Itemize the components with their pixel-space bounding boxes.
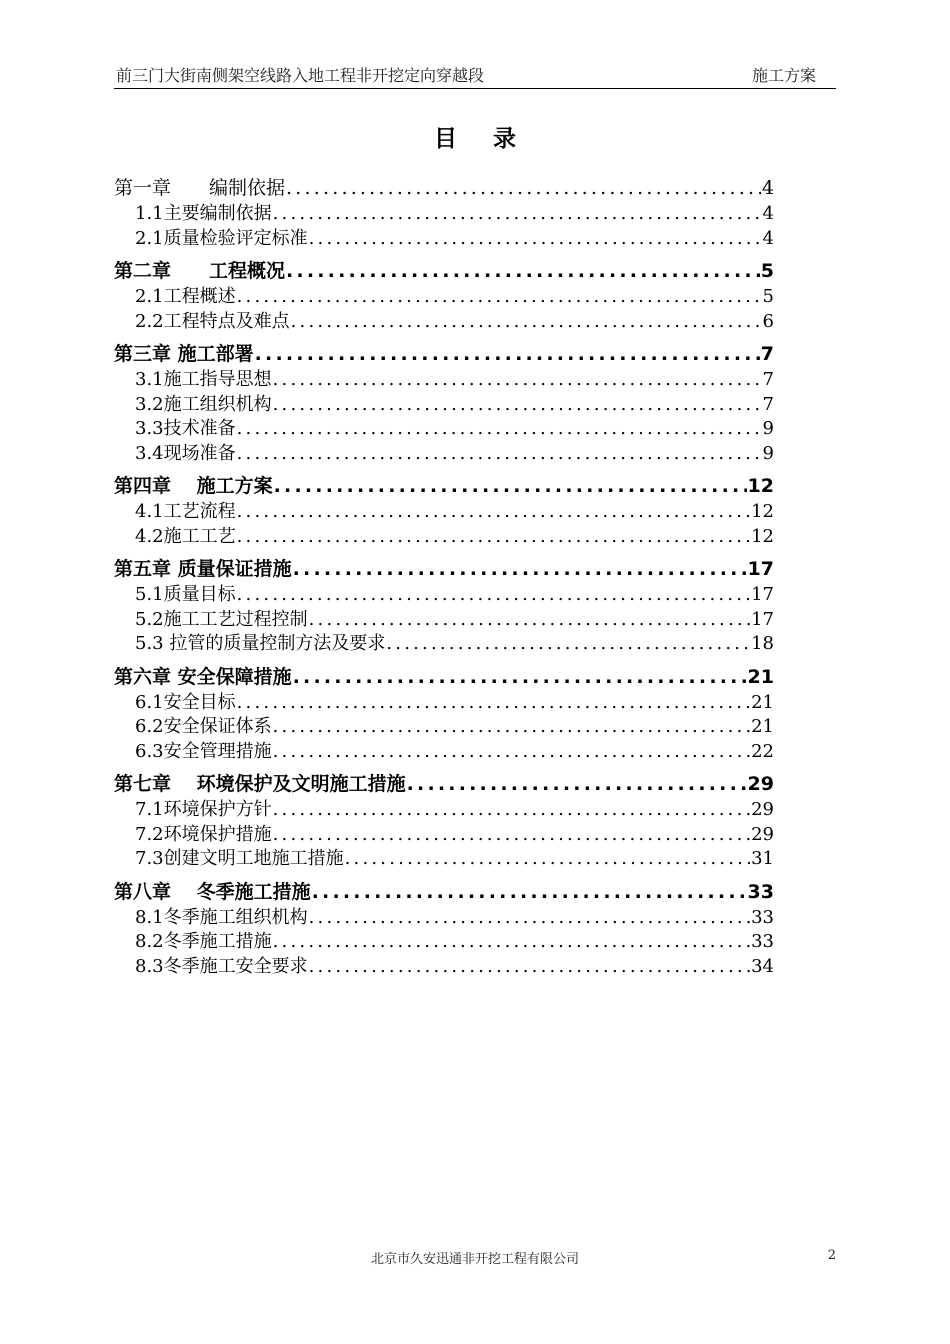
header-project-title: 前三门大街南侧架空线路入地工程非开挖定向穿越段 — [116, 66, 485, 85]
toc-chapter-page: 17 — [747, 558, 774, 580]
toc-section-page: 12 — [751, 501, 774, 522]
toc-section-entry[interactable] — [114, 500, 774, 525]
toc-dot-leader — [407, 770, 747, 798]
toc-chapter-label: 第二章 工程概况 — [114, 260, 286, 282]
toc-dot-leader — [237, 500, 750, 525]
toc-section-page: 18 — [751, 633, 774, 654]
toc-section-label: 4.2施工工艺 — [135, 525, 236, 547]
toc-section-entry[interactable] — [114, 691, 774, 716]
toc-title: 目 录 — [433, 126, 530, 152]
toc-section-entry[interactable] — [114, 608, 774, 633]
toc-chapter-page: 12 — [747, 475, 774, 497]
toc-section-page: 34 — [751, 955, 774, 977]
table-of-contents — [114, 168, 774, 979]
toc-dot-leader — [237, 442, 762, 467]
toc-section-label: 7.2环境保护措施 — [135, 823, 272, 845]
toc-section-page: 9 — [762, 442, 774, 464]
toc-dot-leader — [286, 257, 760, 285]
toc-chapter-entry[interactable] — [114, 878, 774, 906]
toc-section-entry[interactable] — [114, 823, 774, 848]
toc-dot-leader — [293, 663, 747, 691]
toc-chapter-page: 29 — [747, 773, 774, 795]
toc-dot-leader — [237, 525, 750, 550]
toc-chapter-entry[interactable] — [114, 472, 774, 500]
toc-section-label: 8.2冬季施工措施 — [135, 931, 272, 952]
toc-section-page: 4 — [762, 227, 774, 249]
toc-chapter-label: 第六章 安全保障措施 — [114, 665, 292, 688]
footer-company: 北京市久安迅通非开挖工程有限公司 — [370, 1252, 579, 1267]
toc-dot-leader — [237, 583, 750, 608]
toc-section-label: 8.1冬季施工组织机构 — [135, 906, 308, 928]
toc-section-page: 6 — [762, 310, 774, 332]
toc-section-entry[interactable] — [114, 227, 774, 252]
toc-section-label: 5.2施工工艺过程控制 — [135, 608, 308, 630]
toc-chapter-page: 7 — [760, 343, 774, 365]
toc-section-label: 1.1主要编制依据 — [135, 203, 272, 224]
toc-section-label: 3.2施工组织机构 — [135, 393, 272, 415]
toc-section-label: 6.3安全管理措施 — [135, 740, 272, 762]
toc-dot-leader — [255, 340, 760, 368]
toc-section-label: 2.1工程概述 — [135, 286, 236, 307]
toc-section-entry[interactable] — [114, 285, 774, 310]
toc-section-page: 7 — [762, 369, 774, 390]
toc-chapter-label: 第四章 施工方案 — [114, 475, 273, 497]
toc-chapter-label: 第八章 冬季施工措施 — [114, 880, 311, 903]
toc-section-page: 33 — [751, 906, 774, 928]
toc-dot-leader — [309, 906, 750, 931]
toc-section-page: 21 — [751, 716, 774, 737]
toc-section-label: 7.3创建文明工地施工措施 — [135, 848, 344, 869]
header-document-type: 施工方案 — [751, 66, 816, 85]
toc-section-label: 4.1工艺流程 — [135, 501, 236, 522]
toc-section-page: 29 — [751, 823, 774, 845]
footer-page-number: 2 — [827, 1248, 836, 1263]
toc-dot-leader — [273, 823, 750, 848]
toc-dot-leader — [293, 555, 747, 583]
toc-section-label: 2.1质量检验评定标准 — [135, 227, 308, 249]
toc-section-entry[interactable] — [114, 632, 774, 657]
toc-section-page: 29 — [751, 799, 774, 820]
toc-section-label: 5.3 拉管的质量控制方法及要求 — [135, 633, 386, 654]
toc-section-page: 9 — [762, 418, 774, 439]
toc-section-entry[interactable] — [114, 955, 774, 980]
toc-section-label: 3.1施工指导思想 — [135, 369, 272, 390]
toc-chapter-entry[interactable] — [114, 555, 774, 583]
toc-chapter-label: 第七章 环境保护及文明施工措施 — [114, 773, 406, 795]
toc-chapter-entry[interactable] — [114, 340, 774, 368]
toc-dot-leader — [273, 715, 750, 740]
toc-section-entry[interactable] — [114, 906, 774, 931]
toc-dot-leader — [286, 174, 761, 202]
toc-section-entry[interactable] — [114, 715, 774, 740]
toc-section-label: 7.1环境保护方针 — [135, 799, 272, 820]
toc-chapter-entry[interactable] — [114, 174, 774, 202]
toc-dot-leader — [237, 691, 750, 716]
toc-section-entry[interactable] — [114, 417, 774, 442]
toc-section-page: 5 — [762, 286, 774, 307]
toc-dot-leader — [273, 368, 762, 393]
toc-section-page: 22 — [751, 740, 774, 762]
toc-dot-leader — [309, 608, 750, 633]
toc-dot-leader — [237, 417, 762, 442]
toc-dot-leader — [237, 285, 762, 310]
toc-section-entry[interactable] — [114, 393, 774, 418]
toc-dot-leader — [274, 472, 747, 500]
toc-dot-leader — [273, 202, 762, 227]
toc-dot-leader — [309, 227, 762, 252]
toc-chapter-page: 5 — [760, 260, 774, 282]
toc-section-entry[interactable] — [114, 740, 774, 765]
toc-chapter-page: 4 — [761, 177, 774, 199]
toc-section-entry[interactable] — [114, 310, 774, 335]
toc-chapter-label: 第三章 施工部署 — [114, 343, 254, 365]
toc-section-entry[interactable] — [114, 442, 774, 467]
toc-dot-leader — [312, 878, 747, 906]
toc-chapter-page: 33 — [747, 880, 774, 903]
toc-section-label: 3.3技术准备 — [135, 418, 236, 439]
toc-section-label: 6.2安全保证体系 — [135, 716, 272, 737]
toc-section-entry[interactable] — [114, 930, 774, 955]
toc-dot-leader — [309, 955, 750, 980]
toc-section-entry[interactable] — [114, 798, 774, 823]
toc-chapter-entry[interactable] — [114, 257, 774, 285]
toc-section-label: 5.1质量目标 — [135, 584, 236, 605]
toc-chapter-entry[interactable] — [114, 770, 774, 798]
toc-section-page: 31 — [751, 848, 774, 869]
toc-dot-leader — [345, 847, 750, 872]
toc-section-page: 17 — [751, 584, 774, 605]
toc-section-entry[interactable] — [114, 525, 774, 550]
toc-section-label: 6.1安全目标 — [135, 691, 236, 713]
toc-dot-leader — [291, 310, 762, 335]
toc-section-label: 8.3冬季施工安全要求 — [135, 955, 308, 977]
toc-section-page: 17 — [751, 608, 774, 630]
toc-dot-leader — [273, 930, 750, 955]
toc-chapter-label: 第五章 质量保证措施 — [114, 558, 292, 580]
toc-chapter-page: 21 — [747, 665, 774, 688]
page-header — [114, 66, 836, 89]
toc-section-page: 21 — [751, 691, 774, 713]
toc-chapter-label: 第一章 编制依据 — [114, 177, 286, 199]
toc-section-entry[interactable] — [114, 847, 774, 872]
toc-section-page: 7 — [762, 393, 774, 415]
toc-section-page: 33 — [751, 931, 774, 952]
toc-dot-leader — [273, 393, 762, 418]
toc-section-entry[interactable] — [114, 202, 774, 227]
toc-chapter-entry[interactable] — [114, 663, 774, 691]
toc-dot-leader — [273, 740, 750, 765]
toc-section-page: 12 — [751, 525, 774, 547]
toc-section-label: 2.2工程特点及难点 — [135, 310, 290, 332]
toc-dot-leader — [273, 798, 750, 823]
toc-section-label: 3.4现场准备 — [135, 442, 236, 464]
toc-section-entry[interactable] — [114, 583, 774, 608]
toc-section-entry[interactable] — [114, 368, 774, 393]
toc-section-page: 4 — [762, 203, 774, 224]
toc-dot-leader — [386, 632, 750, 657]
